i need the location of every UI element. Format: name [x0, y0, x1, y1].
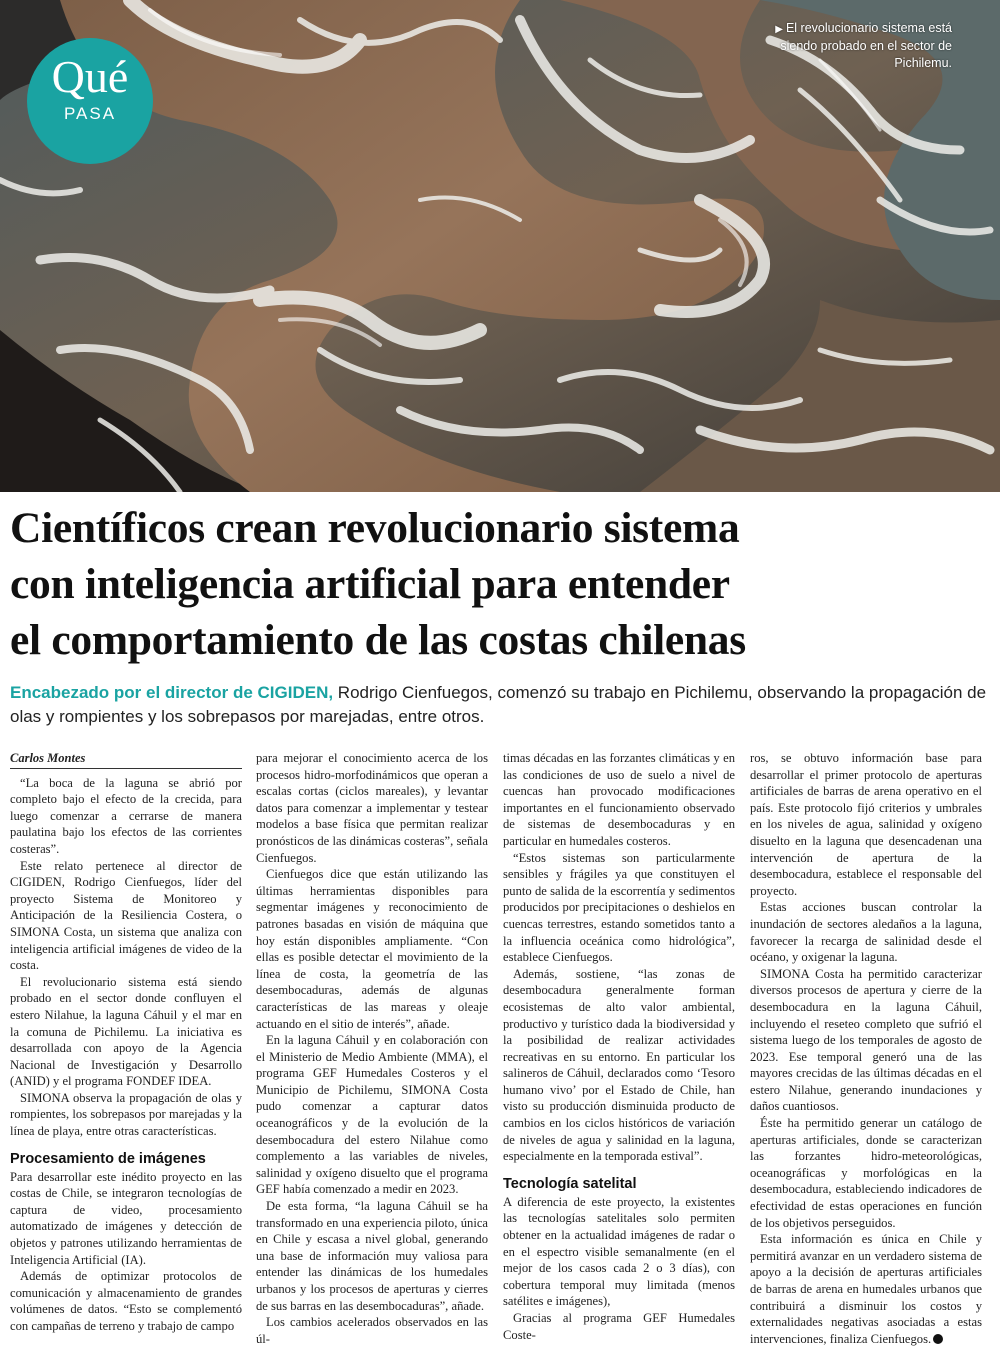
- badge-subtitle: PASA: [63, 104, 117, 123]
- article-column-1: [10, 750, 242, 1335]
- headline-line-1: Científicos crean revolucionario sistema: [10, 504, 740, 552]
- paragraph: Los cambios acelerados observados en las úl-: [256, 1315, 488, 1346]
- paragraph: Este relato pertenece al director de CIGIDEN, Rodrigo Cienfuegos, líder del proyecto Sistema de Monitoreo y Anticipación de la Resiliencia Costera, o SIMONA Costa, un sistema que analiza con inteligencia artificial imágenes de video de la costa.: [10, 858, 242, 973]
- badge-title: Qué: [51, 51, 129, 102]
- headline-line-2: con inteligencia artificial para entender: [10, 560, 730, 608]
- final-text: Esta información es única en Chile y permitirá avanzar en un verdadero sistema de apoyo a la decisión de aperturas artificiales de barras de arena en humedales urbanos que contribuirá a disminuir los costos y externalidades negativas asociadas a estas intervenciones, finaliza Cienfuegos.: [750, 1232, 982, 1346]
- que-pasa-badge: [27, 38, 153, 164]
- paragraph: Cienfuegos dice que están utilizando las últimas herramientas disponibles para segmentar imágenes y reconocimiento de patrones basadas en visión de máquina que hoy están disponibles ampliamente. “Con ellas es posible detectar el movimiento de la línea de costa, la geometría de las desembocaduras, además de algunas características de las mareas y oleaje actuando en el sitio de interés”, añade.: [256, 867, 488, 1031]
- paragraph: “La boca de la laguna se abrió por completo bajo el efecto de la crecida, para luego comenzar a cerrarse de manera paulatina bajo los efectos de las corrientes costeras”.: [10, 775, 242, 856]
- article-column-4: [750, 750, 982, 1347]
- end-mark-icon: [933, 1334, 943, 1344]
- subheading: Tecnología satelital: [503, 1175, 637, 1192]
- paragraph: SIMONA Costa ha permitido caracterizar diversos procesos de apertura y cierre de la desembocadura en la laguna Cáhuil, incluyendo el reseteo completo que sufrió el sistema luego de los temporales de agosto de 2023. Ese temporal generó una de las mayores crecidas de las últimas décadas en el estero Nilahue, generando inundaciones y daños cuantiosos.: [750, 966, 982, 1114]
- paragraph: Éste ha permitido generar un catálogo de aperturas artificiales, donde se caracterizan las forzantes hidro-meteorológicas, oceanográficas y morfológicas en la desembocadura, estableciendo indicadores de efectividad de estas operaciones en función de los objetivos perseguidos.: [750, 1116, 982, 1230]
- headline-line-3: el comportamiento de las costas chilenas: [10, 616, 746, 664]
- article-column-3: [503, 750, 735, 1343]
- paragraph: Gracias al programa GEF Humedales Coste-: [503, 1311, 735, 1342]
- byline: Carlos Montes: [10, 750, 242, 769]
- lead-text: Rodrigo Cienfuegos, comenzó su trabajo en Pichilemu, observando la propagación de olas y rompientes y los sobrepasos por marejadas, entre otros.: [10, 683, 987, 726]
- paragraph: Para desarrollar este inédito proyecto en las costas de Chile, se integraron tecnologías de captura de video, procesamiento automatizado de imágenes y detección de objetos y patrones utilizando herramientas de Inteligencia Artificial (IA).: [10, 1169, 242, 1267]
- subheading: Procesamiento de imágenes: [10, 1150, 206, 1167]
- photo-caption: [742, 20, 952, 72]
- caption-triangle-icon: ▶: [775, 24, 783, 35]
- paragraph: Además, sostiene, “las zonas de desembocadura generalmente forman ecosistemas de alto valor ambiental, productivo y turístico dada la biodiversidad y la posibilidad de realizar actividades recreativas en su entorno. En particular los salineros de Cáhuil, declarados como ‘Tesoro humano vivo’ por el Estado de Chile, han visto su producción disminuida producto de cambios en los ciclos históricos de variación de niveles de agua y salinidad en la laguna, especialmente en la temporada estival”.: [503, 966, 735, 1164]
- paragraph: En la laguna Cáhuil y en colaboración con el Ministerio de Medio Ambiente (MMA), el programa GEF Humedales Costeros y el Municipio de Pichilemu, SIMONA Costa pudo comenzar a capturar datos oceanográficos y de la evolución de la desembocadura del estero Nilahue como complemento a las variables de niveles, salinidad y oxígeno disuelto que el programa GEF había comenzado a medir en 2023.: [256, 1033, 488, 1197]
- paragraph-final: [750, 1231, 982, 1347]
- headline: [10, 500, 995, 668]
- paragraph: timas décadas en las forzantes climáticas y en las condiciones de uso de suelo a nivel de cuencas han provocado modificaciones importantes en el funcionamiento observado de sistemas de desembocaduras y en particular en humedales costeros.: [503, 751, 735, 848]
- lead-paragraph: [10, 681, 995, 729]
- paragraph: “Estos sistemas son particularmente sensibles y frágiles ya que constituyen el punto de salida de la escorrentía y sedimentos producidos por precipitaciones o deshielos en cuencas terrestres, estando sometidos tanto a la influencia oceánica como hidrológica”, establece Cienfuegos.: [503, 850, 735, 965]
- paragraph: Además de optimizar protocolos de comunicación y almacenamiento de grandes volúmenes de datos. “Esto se complementó con campañas de terreno y trabajo de campo: [10, 1269, 242, 1333]
- paragraph: para mejorar el conocimiento acerca de los procesos hidro-morfodinámicos que operan a escalas cortas (ciclos mareales), y levantar datos para comenzar a implementar y testear modelos a base física que permitan realizar pronósticos de las dinámicas costeras”, señala Cienfuegos.: [256, 751, 488, 865]
- paragraph: A diferencia de este proyecto, la existentes las tecnologías satelitales solo permiten obtener en la actualidad imágenes de radar o en el espectro visible semanalmente (en el mejor de los casos cada 2 o 3 días), con cobertura temporal muy limitada (menos satélites e imágenes),: [503, 1194, 735, 1309]
- paragraph: SIMONA observa la propagación de olas y rompientes, los sobrepasos por marejadas y la línea de playa, entre otras características.: [10, 1090, 242, 1139]
- lead-highlight: Encabezado por el director de CIGIDEN,: [10, 683, 334, 702]
- paragraph: El revolucionario sistema está siendo probado en el sector donde confluyen el estero Nilahue, la laguna Cáhuil y el mar en la comuna de Pichilemu. La iniciativa es desarrollada con apoyo de la Agencia Nacional de Investigación y Desarrollo (ANID) y el programa FONDEF IDEA.: [10, 974, 242, 1089]
- paragraph: ros, se obtuvo información base para desarrollar el primer protocolo de aperturas artificiales de barras de arena operativo en el país. Este protocolo fijó criterios y umbrales en los niveles de agua, salinidad y oxígeno disuelto en la laguna que desencadenan una intervención de apertura de la desembocadura, establece el responsable del proyecto.: [750, 751, 982, 898]
- photo-caption-text: El revolucionario sistema está siendo probado en el sector de Pichilemu.: [780, 21, 952, 70]
- paragraph: De esta forma, “la laguna Cáhuil se ha transformado en una experiencia piloto, única en Chile y escasa a nivel global, generando una base de información muy valiosa para entender las dinámicas de los humedales urbanos y los procesos de aperturas y cierres de sus barras en las desembocaduras”, añade.: [256, 1199, 488, 1313]
- paragraph: Estas acciones buscan controlar la inundación de sectores aledaños a la laguna, favorecer la recarga de salinidad desde el océano, y oxigenar la laguna.: [750, 900, 982, 965]
- aerial-photo: [0, 0, 1000, 492]
- article-column-2: [256, 750, 488, 1347]
